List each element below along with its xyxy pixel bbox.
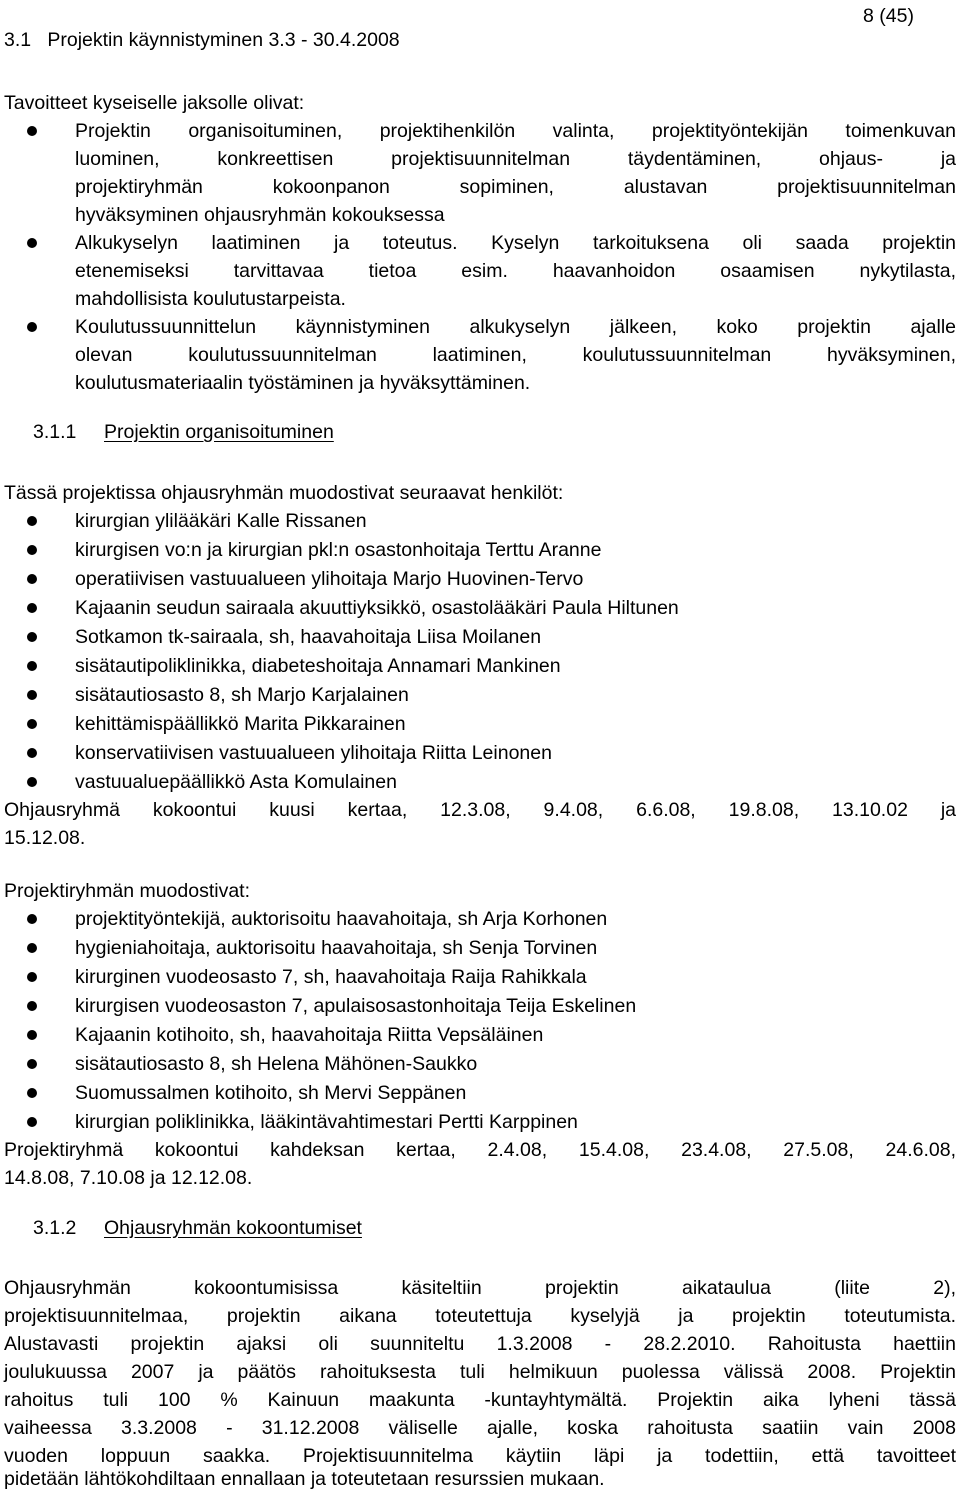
project-group-intro: Projektiryhmän muodostivat: <box>4 880 251 902</box>
list-item: kirurgisen vo:n ja kirurgian pkl:n osastonhoitaja Terttu Aranne <box>75 539 602 561</box>
bullet-icon <box>27 603 37 613</box>
bullet-icon <box>27 1088 37 1098</box>
goal-line: projektiryhmän kokoonpanon sopiminen, alustavan projektisuunnitelman <box>75 176 956 198</box>
list-item: kirurgian poliklinikka, lääkintävahtimestari Pertti Karppinen <box>75 1111 578 1133</box>
subsection-title: Ohjausryhmän kokoontumiset <box>104 1217 362 1239</box>
list-item: sisätautipoliklinikka, diabeteshoitaja Annamari Mankinen <box>75 655 561 677</box>
bullet-icon <box>27 661 37 671</box>
list-item: vastuualuepäällikkö Asta Komulainen <box>75 771 397 793</box>
list-item: hygieniahoitaja, auktorisoitu haavahoitaja, sh Senja Torvinen <box>75 937 598 959</box>
list-item: kirurgisen vuodeosaston 7, apulaisosastonhoitaja Teija Eskelinen <box>75 995 637 1017</box>
paragraph-line: Ohjausryhmän kokoontumisissa käsiteltiin projektin aikataulua (liite 2), <box>4 1277 956 1299</box>
bullet-icon <box>27 632 37 642</box>
paragraph-line: pidetään lähtökohdiltaan ennallaan ja toteutetaan resurssien mukaan. <box>4 1468 605 1490</box>
paragraph-line: joulukuussa 2007 ja päätös rahoituksesta tuli helmikuun puolessa välissä 2008. Projektin <box>4 1361 956 1383</box>
subsection-number: 3.1.2 <box>33 1217 77 1239</box>
goal-line: olevan koulutussuunnitelman laatiminen, koulutussuunnitelman hyväksyminen, <box>75 344 956 366</box>
list-item: kehittämispäällikkö Marita Pikkarainen <box>75 713 406 735</box>
list-item: operatiivisen vastuualueen ylihoitaja Marjo Huovinen-Tervo <box>75 568 584 590</box>
project-group-meetings-line: Projektiryhmä kokoontui kahdeksan kertaa, 2.4.08, 15.4.08, 23.4.08, 27.5.08, 24.6.08, <box>4 1139 956 1161</box>
list-item: sisätautiosasto 8, sh Helena Mähönen-Saukko <box>75 1053 478 1075</box>
goal-line: hyväksyminen ohjausryhmän kokouksessa <box>75 204 445 226</box>
goal-line: mahdollisista koulutustarpeista. <box>75 288 346 310</box>
bullet-icon <box>27 1030 37 1040</box>
bullet-icon <box>27 943 37 953</box>
list-item: konservatiivisen vastuualueen ylihoitaja Riitta Leinonen <box>75 742 552 764</box>
bullet-icon <box>27 574 37 584</box>
paragraph-line: projektisuunnitelmaa, projektin aikana toteutettuja kyselyjä ja projektin toteutumista. <box>4 1305 956 1327</box>
goal-line: koulutusmateriaalin työstäminen ja hyväksyttäminen. <box>75 372 531 394</box>
steering-intro: Tässä projektissa ohjausryhmän muodostivat seuraavat henkilöt: <box>4 482 564 504</box>
steering-meetings-line: Ohjausryhmä kokoontui kuusi kertaa, 12.3.08, 9.4.08, 6.6.08, 19.8.08, 13.10.02 ja <box>4 799 956 821</box>
bullet-icon <box>27 1059 37 1069</box>
page-number: 8 (45) <box>863 5 914 27</box>
paragraph-line: rahoitus tuli 100 % Kainuun maakunta -kuntayhtymältä. Projektin aika lyheni tässä <box>4 1389 956 1411</box>
paragraph-line: vuoden loppuun saakka. Projektisuunnitelma käytiin läpi ja todettiin, että tavoitteet <box>4 1445 956 1467</box>
list-item: projektityöntekijä, auktorisoitu haavahoitaja, sh Arja Korhonen <box>75 908 608 930</box>
subsection-number: 3.1.1 <box>33 421 77 443</box>
bullet-icon <box>27 545 37 555</box>
bullet-icon <box>27 748 37 758</box>
paragraph-line: Alustavasti projektin ajaksi oli suunniteltu 1.3.2008 - 28.2.2010. Rahoitusta haettiin <box>4 1333 956 1355</box>
goals-intro: Tavoitteet kyseiselle jaksolle olivat: <box>4 92 305 114</box>
bullet-icon <box>27 972 37 982</box>
bullet-icon <box>27 126 37 136</box>
steering-meetings-line: 15.12.08. <box>4 827 86 849</box>
bullet-icon <box>27 1001 37 1011</box>
bullet-icon <box>27 238 37 248</box>
project-group-meetings-line: 14.8.08, 7.10.08 ja 12.12.08. <box>4 1167 253 1189</box>
list-item: Kajaanin kotihoito, sh, haavahoitaja Riitta Vepsäläinen <box>75 1024 544 1046</box>
bullet-icon <box>27 322 37 332</box>
list-item: Sotkamon tk-sairaala, sh, haavahoitaja Liisa Moilanen <box>75 626 542 648</box>
list-item: Kajaanin seudun sairaala akuuttiyksikkö, osastolääkäri Paula Hiltunen <box>75 597 679 619</box>
list-item: kirurgian ylilääkäri Kalle Rissanen <box>75 510 367 532</box>
section-heading: 3.1 Projektin käynnistyminen 3.3 - 30.4.2008 <box>4 29 400 51</box>
goal-line: etenemiseksi tarvittavaa tietoa esim. haavanhoidon osaamisen nykytilasta, <box>75 260 956 282</box>
bullet-icon <box>27 690 37 700</box>
list-item: sisätautiosasto 8, sh Marjo Karjalainen <box>75 684 409 706</box>
goal-line: luominen, konkreettisen projektisuunnitelman täydentäminen, ohjaus- ja <box>75 148 956 170</box>
goal-line: Projektin organisoituminen, projektihenkilön valinta, projektityöntekijän toimenkuvan <box>75 120 956 142</box>
list-item: Suomussalmen kotihoito, sh Mervi Seppänen <box>75 1082 467 1104</box>
goal-line: Alkukyselyn laatiminen ja toteutus. Kyselyn tarkoituksena oli saada projektin <box>75 232 956 254</box>
paragraph-line: vaiheessa 3.3.2008 - 31.12.2008 väliselle ajalle, koska rahoitusta saatiin vain 2008 <box>4 1417 956 1439</box>
bullet-icon <box>27 914 37 924</box>
goal-line: Koulutussuunnittelun käynnistyminen alkukyselyn jälkeen, koko projektin ajalle <box>75 316 956 338</box>
bullet-icon <box>27 777 37 787</box>
bullet-icon <box>27 719 37 729</box>
bullet-icon <box>27 516 37 526</box>
subsection-title: Projektin organisoituminen <box>104 421 334 443</box>
bullet-icon <box>27 1117 37 1127</box>
list-item: kirurginen vuodeosasto 7, sh, haavahoitaja Raija Rahikkala <box>75 966 587 988</box>
